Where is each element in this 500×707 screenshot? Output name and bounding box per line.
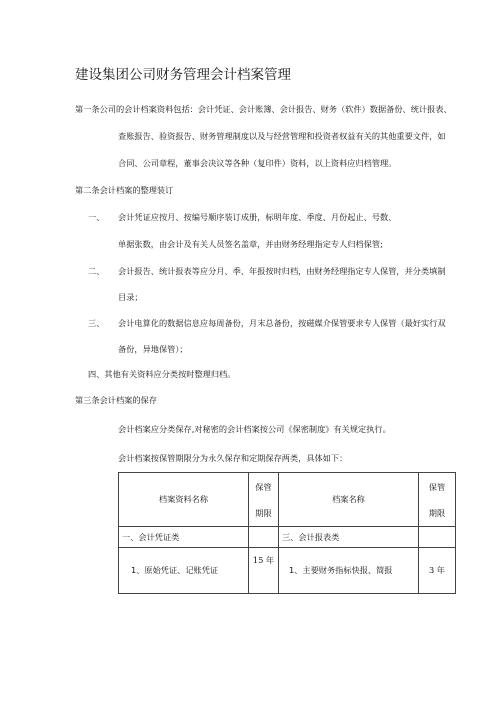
row1-left-name: 1、原始凭证、记账凭证 xyxy=(119,548,249,594)
article2-item2-num: 二、 xyxy=(88,266,105,276)
table-header-row xyxy=(119,473,456,527)
header-archive-name: 档案名称 xyxy=(279,473,419,527)
article2-item1-line2: 单据张数，由会计及有关人员签名盖章，并由财务经理指定专人归档保管; xyxy=(118,239,383,249)
article3-para2: 会计档案按保管期限分为永久保存和定期保存两类，具体如下： xyxy=(118,453,348,463)
header-archive-material-name: 档案资料名称 xyxy=(119,473,249,527)
article2-item3-num: 三、 xyxy=(88,318,105,328)
article2-item4: 四、其他有关资料应分类按时整理归档。 xyxy=(88,369,236,379)
table-row xyxy=(119,548,456,594)
category-accounting-vouchers: 一、会计凭证类 xyxy=(119,527,249,548)
row1-right-name: 1、主要财务指标快报、简报 xyxy=(279,548,419,594)
article1-line3: 合同、公司章程，董事会决议等各种（复印件）资料，以上资料应归档管理。 xyxy=(118,158,397,168)
article1-line2: 查账报告、验资报告、财务管理制度以及与经营管理和投资者权益有关的其他重要文件，如 xyxy=(118,131,446,141)
header-period-left-line2: 期限 xyxy=(255,507,272,518)
category-left-period-empty xyxy=(249,527,279,548)
row1-right-years: 3 年 xyxy=(419,548,456,594)
header-retention-period-right xyxy=(419,473,456,527)
category-right-period-empty xyxy=(419,527,456,548)
row1-left-years: 15 年 xyxy=(249,548,279,594)
article2-item2-line1: 会计报告、统计报表等应分月、季、年报按时归档，由财务经理指定专人保管，并分类填制 xyxy=(118,266,446,276)
article2-item3-line2: 备份，异地保管）； xyxy=(118,344,188,354)
table-category-row xyxy=(119,527,456,548)
article2-item3-line1: 会计电算化的数据信息应每周备份，月末总备份，按磁媒介保管要求专人保管（最好实行双 xyxy=(118,318,446,328)
header-period-left-line1: 保管 xyxy=(255,481,272,492)
article2-item2-line2: 目录； xyxy=(118,292,143,302)
header-period-right-line1: 保管 xyxy=(428,481,446,492)
category-accounting-statements: 三、会计报表类 xyxy=(279,527,419,548)
article2-item1-num: 一、 xyxy=(88,212,105,222)
article3-heading: 第三条会计档案的保存 xyxy=(75,395,157,405)
article2-heading: 第二条会计档案的整理装订 xyxy=(75,185,174,195)
page-title: 建设集团公司财务管理会计档案管理 xyxy=(75,67,291,83)
article2-item1-line1: 会计凭证应按月、按编号顺序装订成册，标明年度、季度、月份起止、号数、 xyxy=(118,212,397,222)
article3-para1: 会计档案应分类保存,对秘密的会计档案按公司《保密制度》有关规定执行。 xyxy=(118,424,391,434)
archive-retention-table xyxy=(118,472,456,594)
article1-line1: 第一条公司的会计档案资料包括：会计凭证、会计账簿、会计报告、财务（软件）数据备份、统计报表、 xyxy=(75,104,452,114)
header-retention-period-left xyxy=(249,473,279,527)
header-period-right-line2: 期限 xyxy=(428,507,446,518)
